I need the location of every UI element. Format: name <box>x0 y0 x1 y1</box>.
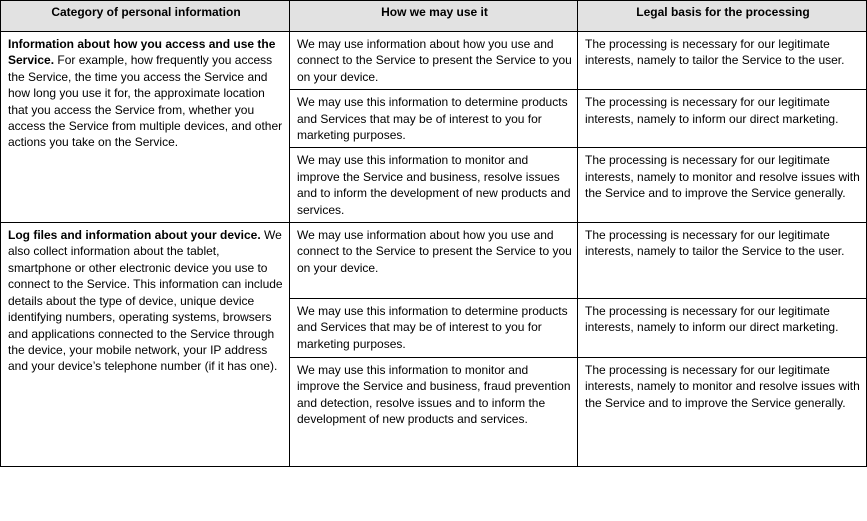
header-use: How we may use it <box>290 1 578 32</box>
legal-basis-cell: The processing is necessary for our legitimate interests, namely to inform our direct marketing. <box>578 90 867 148</box>
category-description: We also collect information about the tablet, smartphone or other electronic device you use to connect to the Service. This information can include details about the type of device, unique device identifying numbers, operating systems, browsers and applications connected to the Service through the device, your mobile network, your IP address and your device’s telephone number (if it has one). <box>8 228 283 374</box>
category-title: Information about how you access and use the Service. <box>8 37 276 68</box>
use-cell: We may use this information to determine products and Services that may be of interest to you for marketing purposes. <box>290 90 578 148</box>
table-row <box>1 32 867 90</box>
category-cell <box>1 32 290 223</box>
legal-basis-cell: The processing is necessary for our legitimate interests, namely to inform our direct marketing. <box>578 299 867 358</box>
category-cell <box>1 223 290 467</box>
use-cell: We may use this information to determine products and Services that may be of interest to you for marketing purposes. <box>290 299 578 358</box>
use-cell: We may use information about how you use and connect to the Service to present the Service to you on your device. <box>290 223 578 299</box>
legal-basis-cell: The processing is necessary for our legitimate interests, namely to tailor the Service to the user. <box>578 32 867 90</box>
legal-basis-cell: The processing is necessary for our legitimate interests, namely to monitor and resolve issues with the Service and to improve the Service generally. <box>578 358 867 467</box>
legal-basis-cell: The processing is necessary for our legitimate interests, namely to tailor the Service to the user. <box>578 223 867 299</box>
table-row <box>1 223 867 299</box>
legal-basis-cell: The processing is necessary for our legitimate interests, namely to monitor and resolve issues with the Service and to improve the Service generally. <box>578 148 867 223</box>
use-cell: We may use this information to monitor and improve the Service and business, fraud prevention and detection, resolve issues and to inform the development of new products and services. <box>290 358 578 467</box>
use-cell: We may use this information to monitor and improve the Service and business, resolve issues and to inform the development of new products and services. <box>290 148 578 223</box>
use-cell: We may use information about how you use and connect to the Service to present the Service to you on your device. <box>290 32 578 90</box>
header-row <box>1 1 867 32</box>
category-title: Log files and information about your device. <box>8 228 261 243</box>
header-legal-basis: Legal basis for the processing <box>578 1 867 32</box>
header-category: Category of personal information <box>1 1 290 32</box>
category-description: For example, how frequently you access the Service, the time you access the Service and how long you use it for, the approximate location that you access the Service from, whether you access the Service from multiple devices, and other actions you take on the Service. <box>8 53 283 150</box>
